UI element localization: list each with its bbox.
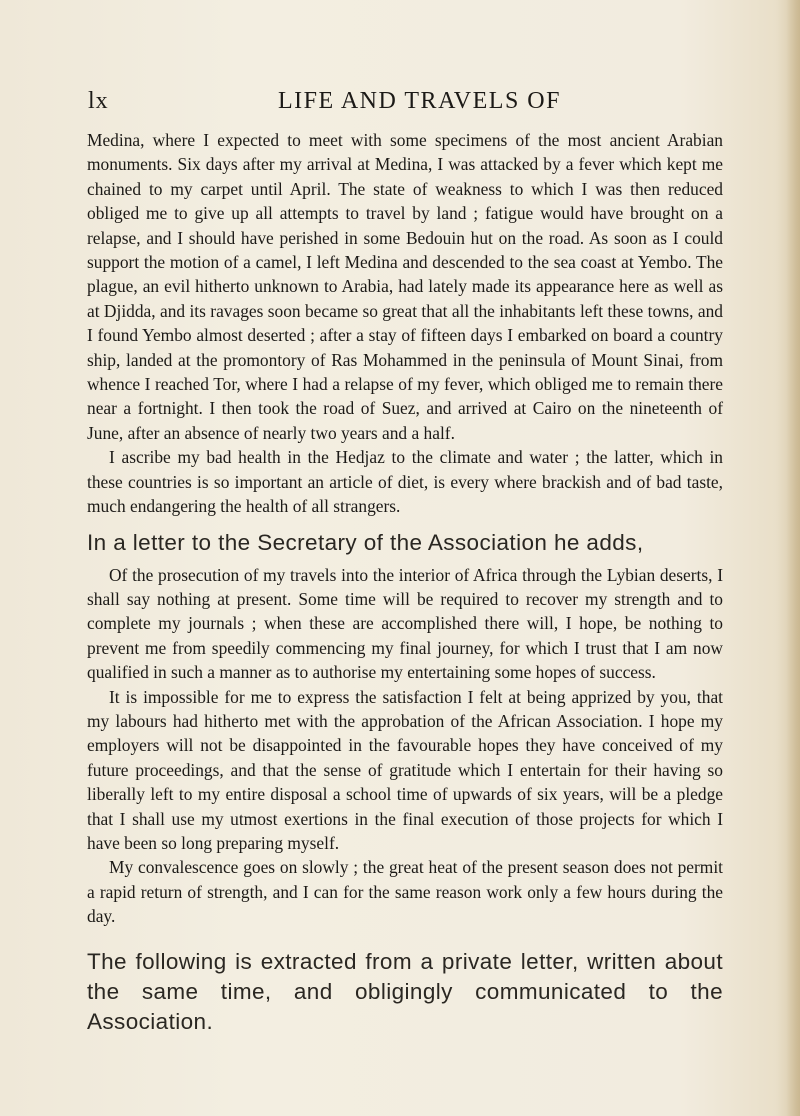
page-edge-shadow [786,0,800,1116]
paragraph-medina: Medina, where I expected to meet with some specimens of the most ancient Arabian monuments. Six days after my arrival at Medina, I was attacked by a fever which kept me chained to my carpet until April. The state of weakness to which I was then reduced obliged me to give up all attempts to travel by land ; fatigue would have brought on a relapse, and I should have perished in some Bedouin hut on the road. As soon as I could support the motion of a camel, I left Medina and descended to the sea coast at Yembo. The plague, an evil hitherto unknown to Arabia, had lately made its appearance here as well as at Djidda, and its ravages soon became so great that all the inhabitants left these towns, and I found Yembo almost deserted ; after a stay of fifteen days I embarked on board a country ship, landed at the promontory of Ras Mohammed in the peninsula of Mount Sinai, from whence I reached Tor, where I had a relapse of my fever, which obliged me to remain there near a fortnight. I then took the road of Suez, and arrived at Cairo on the nineteenth of June, after an absence of nearly two years and a half. [87,130,723,443]
paragraph-satisfaction: It is impossible for me to express the satisfaction I felt at being apprized by you, that my labours had hitherto met with the approbation of the African Association. I hope my employers will not be disappointed in the favourable hopes they have conceived of my future proceedings, and that the sense of gratitude which I entertain for their having so liberally left to my entire disposal a school time of upwards of six years, will be a pledge that I shall use my utmost exertions in the final execution of those projects for which I have been so long preparing myself. [87,686,723,853]
text-block [87,128,723,1043]
intro-letter-secretary: In a letter to the Secretary of the Association he adds, [87,529,644,555]
intro-private-letter: The following is extracted from a private letter, written about the same time, and obligingly communicated to the Association. [87,948,723,1034]
page-header [88,88,722,116]
paragraph-prosecution: Of the prosecution of my travels into the interior of Africa through the Lybian deserts, I shall say nothing at present. Some time will be required to recover my strength and to complete my journals ; when these are accomplished there will, I hope, be nothing to prevent me from speedily commencing my final journey, for which I trust that I am now qualified in such a manner as to authorise my entertaining some hopes of success. [87,564,723,683]
paragraph-health: I ascribe my bad health in the Hedjaz to the climate and water ; the latter, which in these countries is so important an article of diet, is every where brackish and of bad taste, much endangering the health of all strangers. [87,447,723,517]
paragraph-convalescence: My convalescence goes on slowly ; the great heat of the present season does not permit a rapid return of strength, and I can for the same reason work only a few hours during the day. [87,857,723,927]
running-head: LIFE AND TRAVELS OF [278,88,561,114]
page-number: lx [88,88,109,114]
